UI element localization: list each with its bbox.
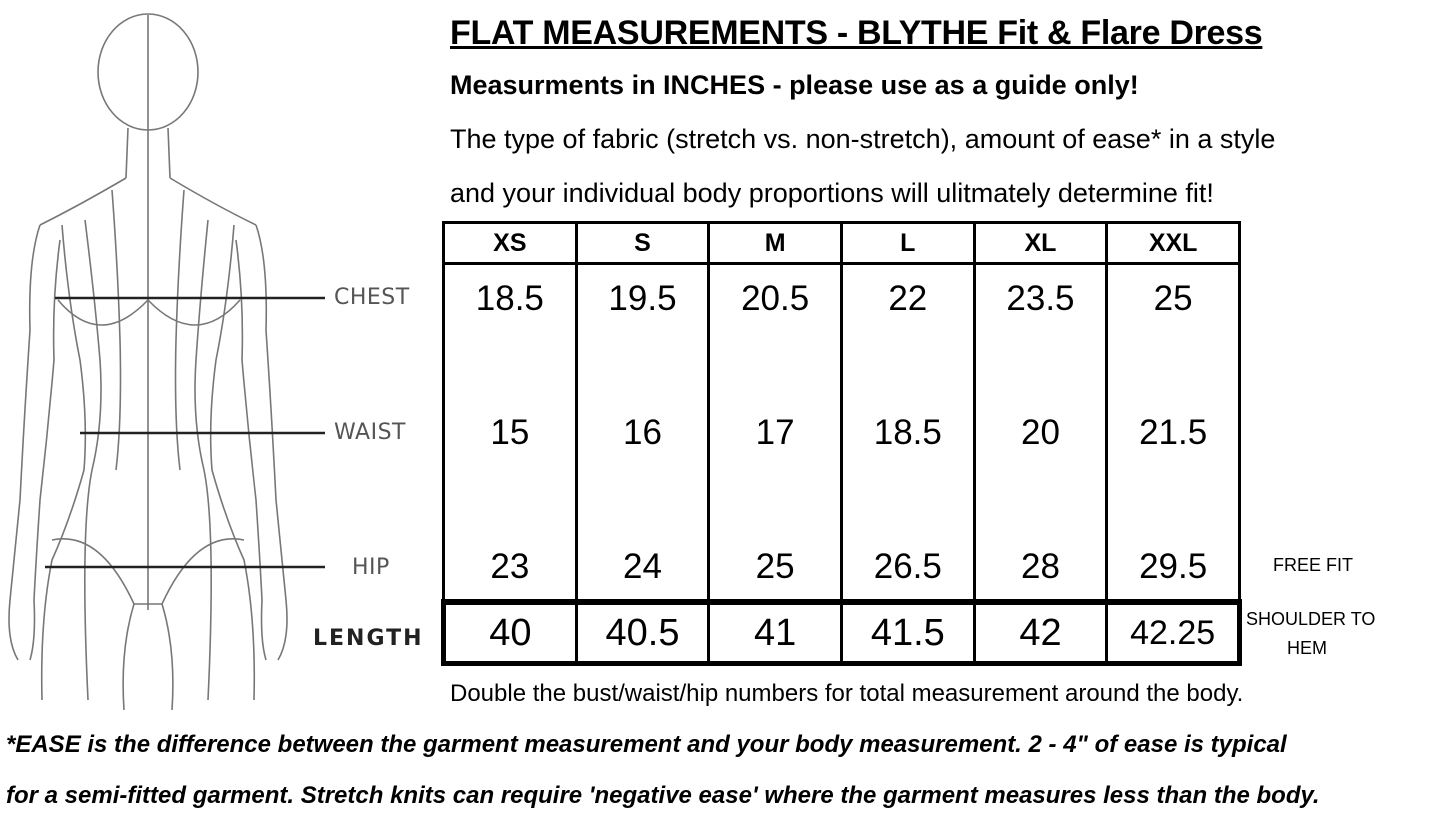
hip-value: 26.5 — [873, 547, 942, 586]
size-header-m: M — [709, 223, 842, 264]
bust-curve — [58, 300, 240, 325]
double-measurement-note: Double the bust/waist/hip numbers for total measurement around the body. — [450, 680, 1244, 707]
torso-right-side — [211, 225, 255, 700]
shoulder-to-hem-line-1: SHOULDER TO — [1246, 609, 1376, 629]
length-value: 42.25 — [1107, 602, 1240, 664]
chest-value: 20.5 — [741, 279, 810, 318]
description-line-1: The type of fabric (stretch vs. non-stretch), amount of ease* in a style — [450, 124, 1276, 154]
length-row — [444, 602, 1240, 664]
chest-value: 19.5 — [608, 279, 677, 318]
length-value: 40 — [444, 602, 577, 664]
size-column-xl — [974, 264, 1107, 603]
size-header-xs: XS — [444, 223, 577, 264]
chest-value: 22 — [888, 279, 928, 318]
shoulder-to-hem-note — [1246, 605, 1376, 663]
size-header-l: L — [841, 223, 974, 264]
waist-value: 20 — [1020, 413, 1060, 452]
size-column-s — [576, 264, 709, 603]
description-line-2: and your individual body proportions will ulitmately determine fit! — [450, 178, 1214, 208]
left-arm-outline — [9, 225, 40, 660]
length-value: 41 — [709, 602, 842, 664]
size-header-row — [444, 223, 1240, 264]
torso-left-side — [42, 225, 86, 700]
hip-value: 24 — [623, 547, 662, 586]
hip-value: 25 — [755, 547, 795, 586]
body-figure-illustration — [0, 0, 440, 720]
hip-value: 23 — [490, 547, 530, 586]
page-title: FLAT MEASUREMENTS - BLYTHE Fit & Flare Dress — [450, 14, 1263, 52]
subtitle: Measurments in INCHES - please use as a guide only! — [450, 70, 1139, 100]
waist-value: 16 — [623, 413, 662, 452]
size-column-l — [841, 264, 974, 603]
chest-label: CHEST — [334, 285, 410, 310]
size-header-xl: XL — [974, 223, 1107, 264]
waist-label: WAIST — [334, 420, 406, 445]
free-fit-note: FREE FIT — [1273, 555, 1353, 575]
shoulder-to-hem-line-2: HEM — [1287, 638, 1327, 658]
length-value: 42 — [974, 602, 1107, 664]
chest-value: 25 — [1153, 279, 1193, 318]
size-chart-table — [441, 221, 1242, 666]
hip-value: 28 — [1020, 547, 1060, 586]
measurement-row — [444, 264, 1240, 603]
chest-value: 18.5 — [475, 279, 544, 318]
length-value: 41.5 — [841, 602, 974, 664]
size-column-xxl — [1107, 264, 1240, 603]
chest-value: 23.5 — [1006, 279, 1075, 318]
waist-value: 21.5 — [1139, 413, 1208, 452]
hip-value: 29.5 — [1139, 547, 1208, 586]
right-arm-outline — [256, 225, 287, 660]
length-label: LENGTH — [313, 626, 424, 651]
size-column-xs — [444, 264, 577, 603]
size-column-m — [709, 264, 842, 603]
hip-label: HIP — [352, 555, 390, 580]
waist-value: 15 — [490, 413, 530, 452]
size-header-s: S — [576, 223, 709, 264]
length-value: 40.5 — [576, 602, 709, 664]
ease-note-line-2: for a semi-fitted garment. Stretch knits can require 'negative ease' where the garment measures less than the body. — [6, 782, 1320, 809]
waist-value: 18.5 — [873, 413, 942, 452]
ease-note-line-1: *EASE is the difference between the garment measurement and your body measurement. 2 - 4" of ease is typical — [6, 731, 1287, 758]
waist-value: 17 — [755, 413, 795, 452]
size-header-xxl: XXL — [1107, 223, 1240, 264]
